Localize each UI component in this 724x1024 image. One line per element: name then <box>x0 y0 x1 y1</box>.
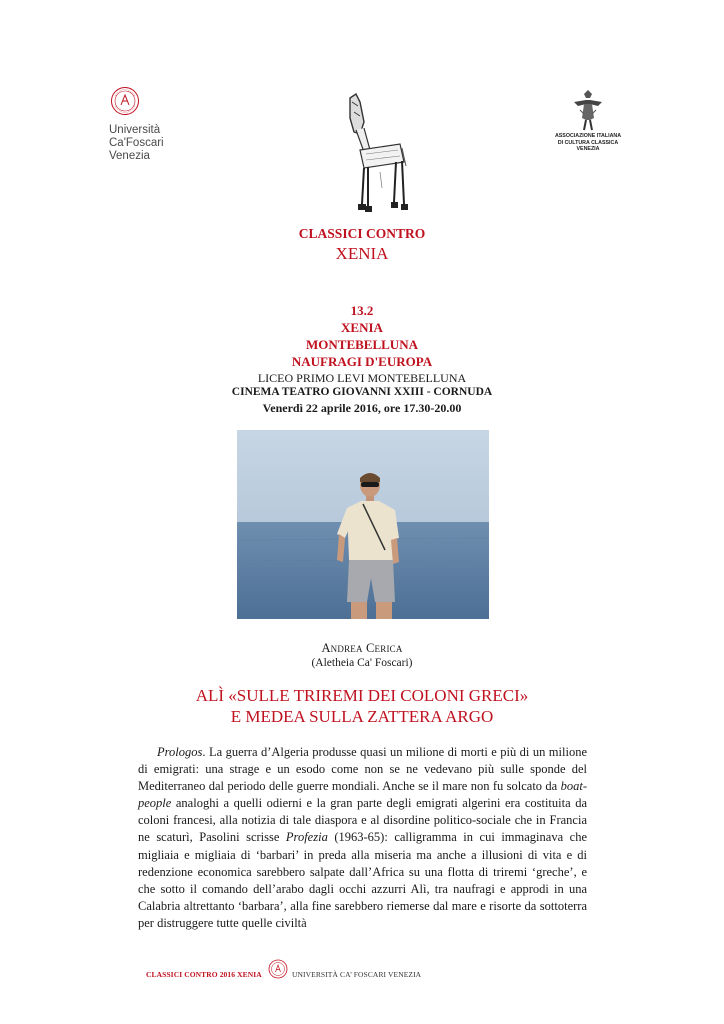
footer-seal-icon <box>268 959 288 979</box>
event-xenia: XENIA <box>341 320 383 335</box>
association-line: ASSOCIAZIONE ITALIANA <box>554 133 622 139</box>
horse-sculpture-icon <box>320 92 410 220</box>
event-number: 13.2 <box>350 303 374 318</box>
event-school: LICEO PRIMO LEVI MONTEBELLUNA <box>257 371 467 385</box>
university-line: Ca'Foscari <box>109 137 164 149</box>
association-line: DI CULTURA CLASSICA <box>557 139 619 146</box>
body-text-segment: (1963-65): calligramma in cui immaginava che migliaia e migliaia di ‘barbari’ in preda alla miseria ma anche a illusioni di vita e di redenzione economica sarebbero salpate dall’Africa su una flotta di triremi ‘greche’, e che sotto il comando dell’arabo dagli occhi azzurri Alì, tra naufragi e approdi in una Calabria altrettanto ‘barbara’, alla fine sarebbero riemerse dal mare e risorte da sottoterra per distruggere tutte quelle civiltà <box>138 830 587 930</box>
talk-title-line1: ALÌ «SULLE TRIREMI DEI COLONI GRECI» <box>195 686 529 705</box>
prologos-label: Prologos <box>157 745 203 759</box>
page-footer <box>146 956 586 986</box>
event-venue: CINEMA TEATRO GIOVANNI XXIII - CORNUDA <box>231 386 493 398</box>
event-city: MONTEBELLUNA <box>306 337 418 352</box>
university-logo <box>106 86 196 166</box>
event-date: Venerdì 22 aprile 2016, ore 17.30-20.00 <box>262 401 462 415</box>
association-name <box>548 133 628 153</box>
association-logo <box>548 88 628 168</box>
aicc-figure-icon <box>570 88 606 132</box>
unive-seal-icon <box>110 86 140 116</box>
series-title: CLASSICI CONTRO <box>298 226 426 241</box>
body-text-segment: . La guerra d’Algeria produsse quasi un milione di morti e più di un milione di emigrati: una strage e un esodo come non se ne vedevano più sulle sponde del Mediterraneo dal periodo delle guerre mondiali. Anche se il mare non fu solcato da <box>138 745 587 794</box>
speaker-affiliation: (Aletheia Ca' Foscari) <box>311 657 413 669</box>
body-emphasis: Profezia <box>285 830 328 845</box>
speaker-photo <box>237 430 489 619</box>
footer-series: CLASSICI CONTRO 2016 XENIA <box>146 970 262 979</box>
body-text-segment: analoghi a quelli odierni e la gran parte degli emigrati algerini era costituita da coloni francesi, alla notizia di tale diaspora e al disordine politico-sociale che in Francia ne scaturì, Pasolini scrisse <box>138 796 587 845</box>
talk-title-line2: E MEDEA SULLA ZATTERA ARGO <box>230 707 494 726</box>
footer-university: UNIVERSITÀ CA’ FOSCARI VENEZIA <box>292 970 422 979</box>
university-line: Venezia <box>109 150 150 162</box>
university-line: Università <box>109 124 161 136</box>
university-name <box>109 124 164 163</box>
body-paragraph <box>138 744 587 932</box>
event-theme: NAUFRAGI D'EUROPA <box>291 354 433 369</box>
series-subtitle: XENIA <box>335 244 389 263</box>
speaker-name: Andrea Cerica <box>321 641 403 655</box>
body-emphasis: boat-people <box>138 779 587 811</box>
association-line: VENEZIA <box>576 146 600 152</box>
